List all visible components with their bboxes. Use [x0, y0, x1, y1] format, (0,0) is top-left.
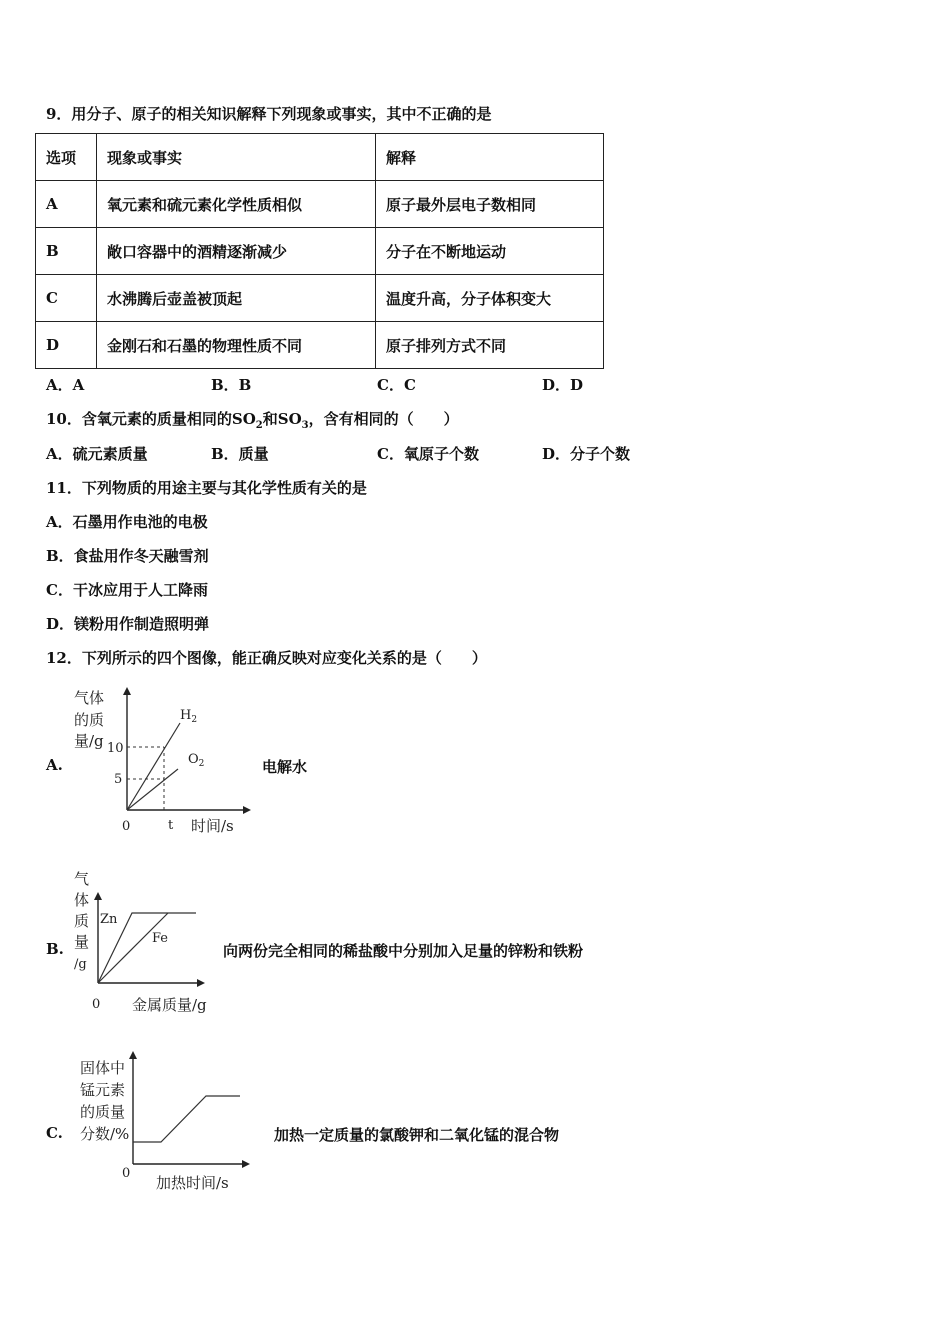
q12-stem: 12．下列所示的四个图像，能正确反映对应变化关系的是（ ）	[46, 649, 487, 667]
graph-b-y-arrow	[94, 892, 102, 900]
q11-stem: 11．下列物质的用途主要与其化学性质有关的是	[46, 479, 367, 497]
q12-option-b-desc: 向两份完全相同的稀盐酸中分别加入足量的锌粉和铁粉	[223, 942, 584, 960]
q10-stem-suffix: ，含有相同的（ ）	[308, 410, 459, 428]
graph-b-ylabel-3: 质	[74, 912, 90, 930]
q9-option-b[interactable]: B．B	[211, 376, 252, 394]
graph-c-ylabel-2: 锰元素	[80, 1081, 126, 1099]
table-row	[36, 275, 604, 322]
table-cell: 分子在不断地运动	[376, 228, 604, 275]
q10-stem-prefix: 10．含氧元素的质量相同的SO	[46, 410, 256, 428]
table-cell: 温度升高，分子体积变大	[376, 275, 604, 322]
graph-b-zn-label: Zn	[100, 912, 118, 927]
q9-stem: 9．用分子、原子的相关知识解释下列现象或事实，其中不正确的是	[46, 105, 492, 123]
q12-option-a-label[interactable]: A.	[46, 756, 63, 774]
q10-stem-mid: 和SO	[262, 410, 302, 428]
q12-option-b-label[interactable]: B.	[46, 940, 64, 958]
q10-sub2: 3	[301, 420, 309, 431]
q12-option-c-label[interactable]: C.	[46, 1124, 63, 1142]
graph-c-ylabel-3: 的质量	[80, 1103, 126, 1121]
table-header-cell: 选项	[36, 134, 97, 181]
q11-option-b[interactable]: B．食盐用作冬天融雪剂	[46, 547, 209, 565]
graph-a-ylabel-3: 量/g	[74, 732, 104, 750]
table-cell: C	[36, 275, 97, 322]
graph-a-o2-line	[127, 769, 178, 810]
graph-b-ylabel-1: 气	[74, 870, 90, 888]
graph-a-ylabel-2: 的质	[74, 711, 105, 729]
graph-c-x-arrow	[242, 1160, 250, 1168]
graph-b-ylabel-5: /g	[74, 957, 87, 972]
graph-a-h2-line	[127, 723, 180, 810]
table-cell: 原子排列方式不同	[376, 322, 604, 369]
graph-a-y-arrow	[123, 687, 131, 695]
graph-b-xlabel: 金属质量/g	[132, 996, 207, 1014]
table-header-cell: 现象或事实	[97, 134, 376, 181]
graph-c-xlabel: 加热时间/s	[156, 1174, 229, 1192]
table-cell: 水沸腾后壶盖被顶起	[97, 275, 376, 322]
table-cell: 原子最外层电子数相同	[376, 181, 604, 228]
table-header-row	[36, 134, 604, 181]
table-cell: D	[36, 322, 97, 369]
graph-c-origin: 0	[122, 1166, 131, 1181]
q9-option-a[interactable]: A．A	[46, 376, 85, 394]
graph-a-xlabel: 时间/s	[191, 817, 234, 835]
q11-option-c[interactable]: C．干冰应用于人工降雨	[46, 581, 208, 599]
graph-a-tick-10: 10	[107, 741, 124, 756]
q10-stem	[46, 408, 459, 431]
table-cell: 氧元素和硫元素化学性质相似	[97, 181, 376, 228]
graph-a-h2-label: $H_2$	[180, 708, 198, 725]
q10-option-a[interactable]: A．硫元素质量	[46, 445, 148, 463]
graph-a-origin: 0	[122, 819, 131, 834]
q10-option-d[interactable]: D．分子个数	[542, 445, 631, 463]
graph-b	[70, 868, 230, 1018]
q10-option-b[interactable]: B．质量	[211, 445, 269, 463]
table-row	[36, 181, 604, 228]
graph-a-o2-label: $O_2$	[188, 752, 205, 769]
q11-option-d[interactable]: D．镁粉用作制造照明弹	[46, 615, 210, 633]
q10-option-c[interactable]: C．氧原子个数	[377, 445, 479, 463]
graph-c-ylabel-1: 固体中	[80, 1059, 126, 1077]
graph-a-tick-t: t	[168, 818, 174, 833]
table-row	[36, 228, 604, 275]
q12-option-a-desc: 电解水	[262, 758, 308, 776]
q12-option-c-desc: 加热一定质量的氯酸钾和二氧化锰的混合物	[274, 1126, 560, 1144]
table-header-cell: 解释	[376, 134, 604, 181]
graph-a-tick-5: 5	[114, 772, 123, 787]
graph-a	[70, 685, 270, 845]
q9-option-d[interactable]: D．D	[542, 376, 584, 394]
graph-a-x-arrow	[243, 806, 251, 814]
table-cell: 敞口容器中的酒精逐渐减少	[97, 228, 376, 275]
graph-b-fe-label: Fe	[152, 931, 169, 946]
q11-option-a[interactable]: A．石墨用作电池的电极	[46, 513, 208, 531]
q9-option-c[interactable]: C．C	[377, 376, 416, 394]
graph-a-ylabel-1: 气体	[74, 689, 105, 707]
graph-c-ylabel-4: 分数/%	[80, 1125, 130, 1143]
table-cell: 金刚石和石墨的物理性质不同	[97, 322, 376, 369]
table-cell: A	[36, 181, 97, 228]
graph-c-line	[133, 1096, 240, 1142]
graph-b-x-arrow	[197, 979, 205, 987]
graph-c	[78, 1046, 268, 1196]
graph-b-origin: 0	[92, 997, 101, 1012]
table-cell: B	[36, 228, 97, 275]
graph-b-ylabel-2: 体	[74, 891, 90, 909]
q10-sub1: 2	[255, 420, 263, 431]
q9-table	[35, 133, 604, 369]
graph-c-y-arrow	[129, 1051, 137, 1059]
graph-b-ylabel-4: 量	[74, 933, 90, 951]
table-row	[36, 322, 604, 369]
